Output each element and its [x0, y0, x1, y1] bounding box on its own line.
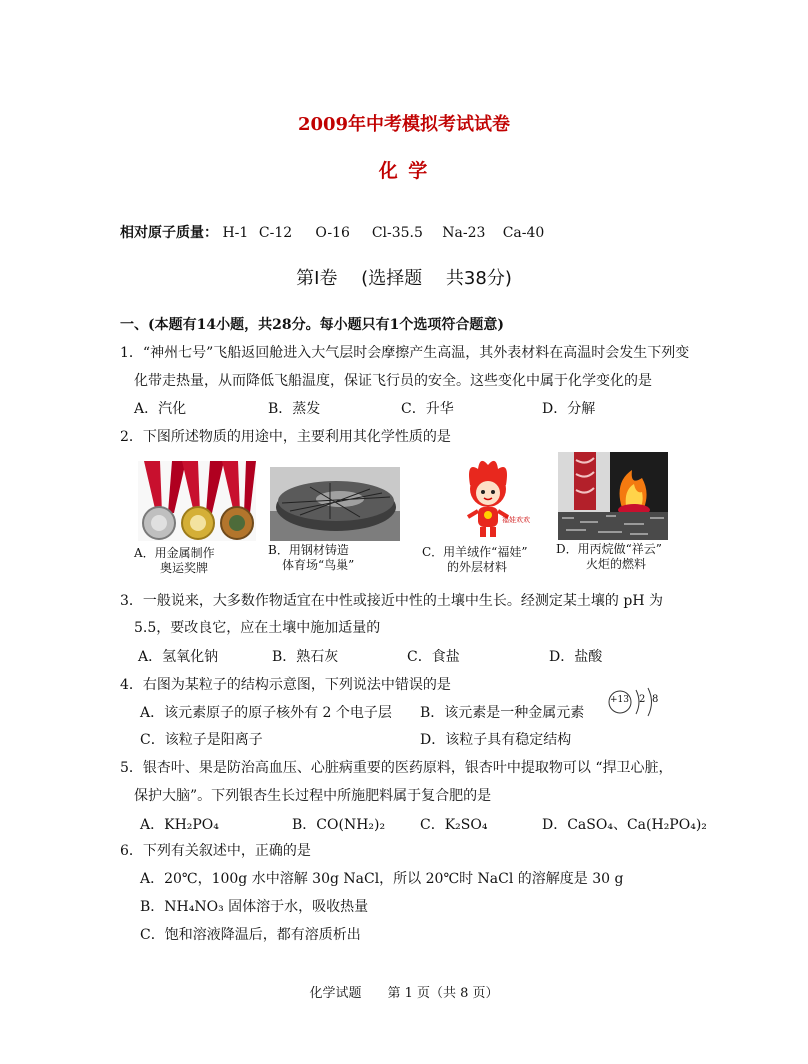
atomic-mass-item: C-12: [258, 225, 293, 241]
fuwa-label: 福娃欢欢: [502, 516, 530, 524]
q3-line2: 5.5，要改良它，应在土壤中施加适量的: [134, 620, 381, 636]
atomic-mass-item: Na-23: [442, 225, 486, 241]
q2-caption-c-l1: C．用羊绒作“福娃”: [422, 545, 528, 559]
q1-option-c: C．升华: [401, 401, 454, 417]
q4-stem: 4．右图为某粒子的结构示意图，下列说法中错误的是: [120, 677, 451, 693]
q5-option-b: B．CO(NH₂)₂: [292, 817, 386, 833]
atomic-mass-item: H-1: [222, 225, 249, 241]
medals-image: [138, 461, 256, 541]
q5-line2: 保护大脑”。下列银杏生长过程中所施肥料属于复合肥的是: [134, 788, 492, 804]
torch-icon: [558, 452, 668, 540]
subject-title: 化 学: [378, 160, 430, 182]
q1-line1: 1．“神州七号”飞船返回舱进入大气层时会摩擦产生高温，其外表材料在高温时会发生下列变: [120, 345, 690, 361]
q5-option-a: A．KH₂PO₄: [140, 817, 219, 833]
q4-option-c: C．该粒子是阳离子: [140, 732, 263, 748]
atomic-mass-item: Ca-40: [502, 225, 545, 241]
q3-option-a: A．氢氧化钠: [138, 649, 219, 665]
fuwa-icon: [440, 455, 536, 541]
q1-option-a: A．汽化: [134, 401, 187, 417]
q5-option-c: C．K₂SO₄: [420, 817, 488, 833]
q3-line1: 3．一般说来，大多数作物适宜在中性或接近中性的土壤中生长。经测定某土壤的 pH 为: [120, 593, 663, 609]
atom-shell2-count: 8: [652, 694, 659, 705]
atom-shell1-count: 2: [639, 694, 646, 705]
page-footer: 化学试题 第 1 页（共 8 页）: [309, 986, 499, 1001]
q2-caption-d-l2: 火炬的燃料: [586, 557, 647, 571]
q1-line2: 化带走热量，从而降低飞船温度，保证飞行员的安全。这些变化中属于化学变化的是: [134, 373, 652, 389]
part-heading: 一、(本题有14小题，共28分。每小题只有1个选项符合题意): [120, 317, 504, 333]
q2-caption-d-l1: D．用丙烷做“祥云”: [556, 542, 662, 556]
q4-option-b: B．该元素是一种金属元素: [420, 705, 585, 721]
exam-title: 2009年中考模拟考试试卷: [297, 114, 511, 135]
q6-option-b: B．NH₄NO₃ 固体溶于水，吸收热量: [140, 899, 369, 915]
atom-nucleus-label: +13: [610, 695, 629, 705]
atomic-mass-row: [120, 222, 544, 242]
q4-option-d: D．该粒子具有稳定结构: [420, 732, 572, 748]
atomic-mass-item: O-16: [315, 225, 350, 241]
section-heading: 第Ⅰ卷 (选择题 共38分): [296, 268, 512, 289]
medals-icon: [138, 461, 256, 541]
q2-caption-b-l1: B．用钢材铸造: [268, 543, 349, 557]
q2-caption-a-l2: 奥运奖牌: [160, 561, 209, 575]
q2-caption-b-l2: 体育场“鸟巢”: [282, 558, 355, 572]
q3-option-c: C．食盐: [407, 649, 460, 665]
birds-nest-icon: [270, 467, 400, 541]
atom-structure-diagram: [602, 684, 666, 720]
q5-option-d: D．CaSO₄、Ca(H₂PO₄)₂: [542, 817, 707, 833]
q2-stem: 2．下图所述物质的用途中，主要利用其化学性质的是: [120, 429, 451, 445]
torch-image: [558, 452, 668, 540]
birds-nest-image: [270, 467, 400, 541]
q6-stem: 6．下列有关叙述中，正确的是: [120, 843, 311, 859]
q6-option-a: A．20℃，100g 水中溶解 30g NaCl，所以 20℃时 NaCl 的溶解度是 30 g: [140, 871, 624, 887]
q1-option-d: D．分解: [542, 401, 596, 417]
q5-line1: 5．银杏叶、果是防治高血压、心脏病重要的医药原料，银杏叶中提取物可以 “捍卫心脏，: [120, 760, 673, 776]
q3-option-b: B．熟石灰: [272, 649, 339, 665]
atomic-mass-label: 相对原子质量：: [120, 225, 218, 241]
atomic-mass-item: Cl-35.5: [371, 225, 423, 241]
q6-option-c: C．饱和溶液降温后，都有溶质析出: [140, 927, 361, 943]
q2-caption-a-l1: A．用金属制作: [134, 546, 215, 560]
fuwa-image: [440, 455, 536, 541]
q2-caption-c-l2: 的外层材料: [447, 560, 508, 574]
q1-option-b: B．蒸发: [268, 401, 321, 417]
q3-option-d: D．盐酸: [549, 649, 603, 665]
q4-option-a: A．该元素原子的原子核外有 2 个电子层: [140, 705, 392, 721]
